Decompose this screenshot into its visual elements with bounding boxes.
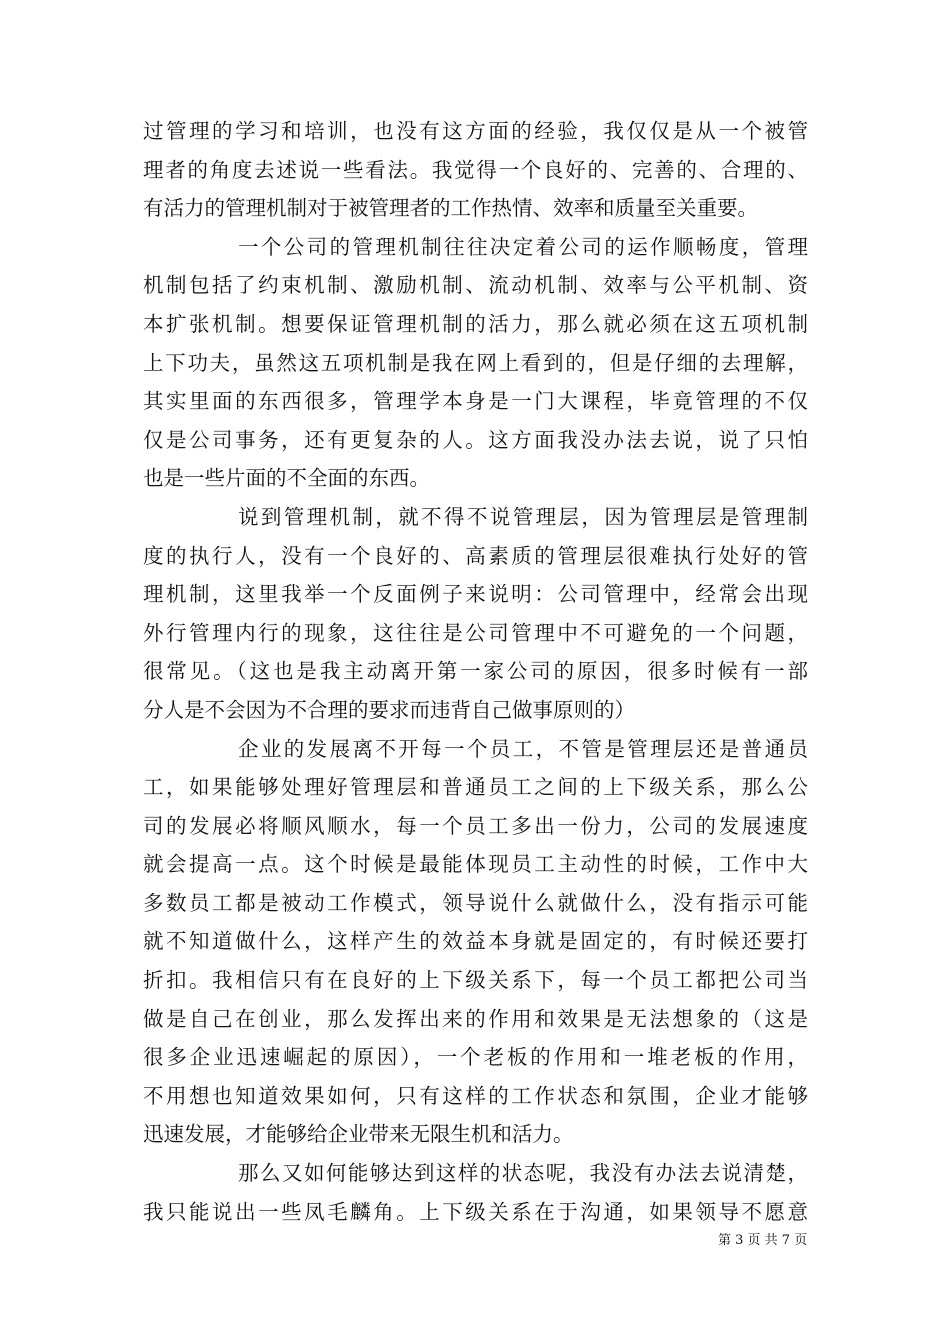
text-line: 司的发展必将顺风顺水，每一个员工多出一份力，公司的发展速度 [143, 813, 808, 838]
page-number-footer: 第 3 页 共 7 页 [718, 1233, 808, 1248]
text-line: 就不知道做什么，这样产生的效益本身就是固定的，有时候还要打 [143, 929, 808, 954]
text-line: 工，如果能够处理好管理层和普通员工之间的上下级关系，那么公 [143, 775, 808, 800]
text-line: 有活力的管理机制对于被管理者的工作热情、效率和质量至关重要。 [143, 196, 758, 221]
text-line: 就会提高一点。这个时候是最能体现员工主动性的时候，工作中大 [143, 852, 808, 877]
paragraph-p2 [143, 228, 808, 498]
text-line: 过管理的学习和培训，也没有这方面的经验，我仅仅是从一个被管 [143, 119, 808, 143]
paragraph-p4 [143, 730, 808, 1155]
text-line: 外行管理内行的现象，这往往是公司管理中不可避免的一个问题， [143, 620, 808, 645]
text-line: 理机制，这里我举一个反面例子来说明：公司管理中，经常会出现 [143, 582, 808, 607]
text-line: 说到管理机制，就不得不说管理层，因为管理层是管理制 [238, 504, 808, 529]
text-line: 多数员工都是被动工作模式，领导说什么就做什么，没有指示可能 [143, 890, 808, 915]
text-line: 迅速发展，才能够给企业带来无限生机和活力。 [143, 1122, 574, 1147]
text-line: 仅是公司事务，还有更复杂的人。这方面我没办法去说，说了只怕 [143, 427, 808, 452]
text-line: 我只能说出一些凤毛麟角。上下级关系在于沟通，如果领导不愿意 [143, 1199, 808, 1224]
paragraph-p5 [143, 1154, 808, 1231]
text-line: 一个公司的管理机制往往决定着公司的运作顺畅度，管理 [238, 234, 808, 259]
text-line: 理者的角度去述说一些看法。我觉得一个良好的、完善的、合理的、 [143, 157, 808, 182]
text-line: 度的执行人，没有一个良好的、高素质的管理层很难执行处好的管 [143, 543, 808, 568]
text-line: 其实里面的东西很多，管理学本身是一门大课程，毕竟管理的不仅 [143, 389, 808, 414]
text-line: 企业的发展离不开每一个员工，不管是管理层还是普通员 [238, 736, 808, 761]
text-line: 很多企业迅速崛起的原因），一个老板的作用和一堆老板的作用， [143, 1045, 808, 1070]
text-line: 那么又如何能够达到这样的状态呢，我没有办法去说清楚， [238, 1161, 808, 1186]
text-line: 做是自己在创业，那么发挥出来的作用和效果是无法想象的（这是 [143, 1006, 808, 1031]
text-line: 本扩张机制。想要保证管理机制的活力，那么就必须在这五项机制 [143, 311, 808, 336]
paragraph-p3 [143, 498, 808, 730]
text-line: 上下功夫，虽然这五项机制是我在网上看到的，但是仔细的去理解， [143, 350, 808, 375]
text-line: 分人是不会因为不合理的要求而违背自己做事原则的） [143, 697, 635, 722]
text-line: 不用想也知道效果如何，只有这样的工作状态和氛围，企业才能够 [143, 1083, 808, 1108]
text-line: 很常见。（这也是我主动离开第一家公司的原因，很多时候有一部 [143, 659, 808, 684]
document-body [143, 112, 808, 1231]
text-line: 机制包括了约束机制、激励机制、流动机制、效率与公平机制、资 [143, 273, 808, 298]
paragraph-p1 [143, 112, 808, 228]
text-line: 折扣。我相信只有在良好的上下级关系下，每一个员工都把公司当 [143, 968, 808, 993]
text-line: 也是一些片面的不全面的东西。 [143, 466, 430, 491]
